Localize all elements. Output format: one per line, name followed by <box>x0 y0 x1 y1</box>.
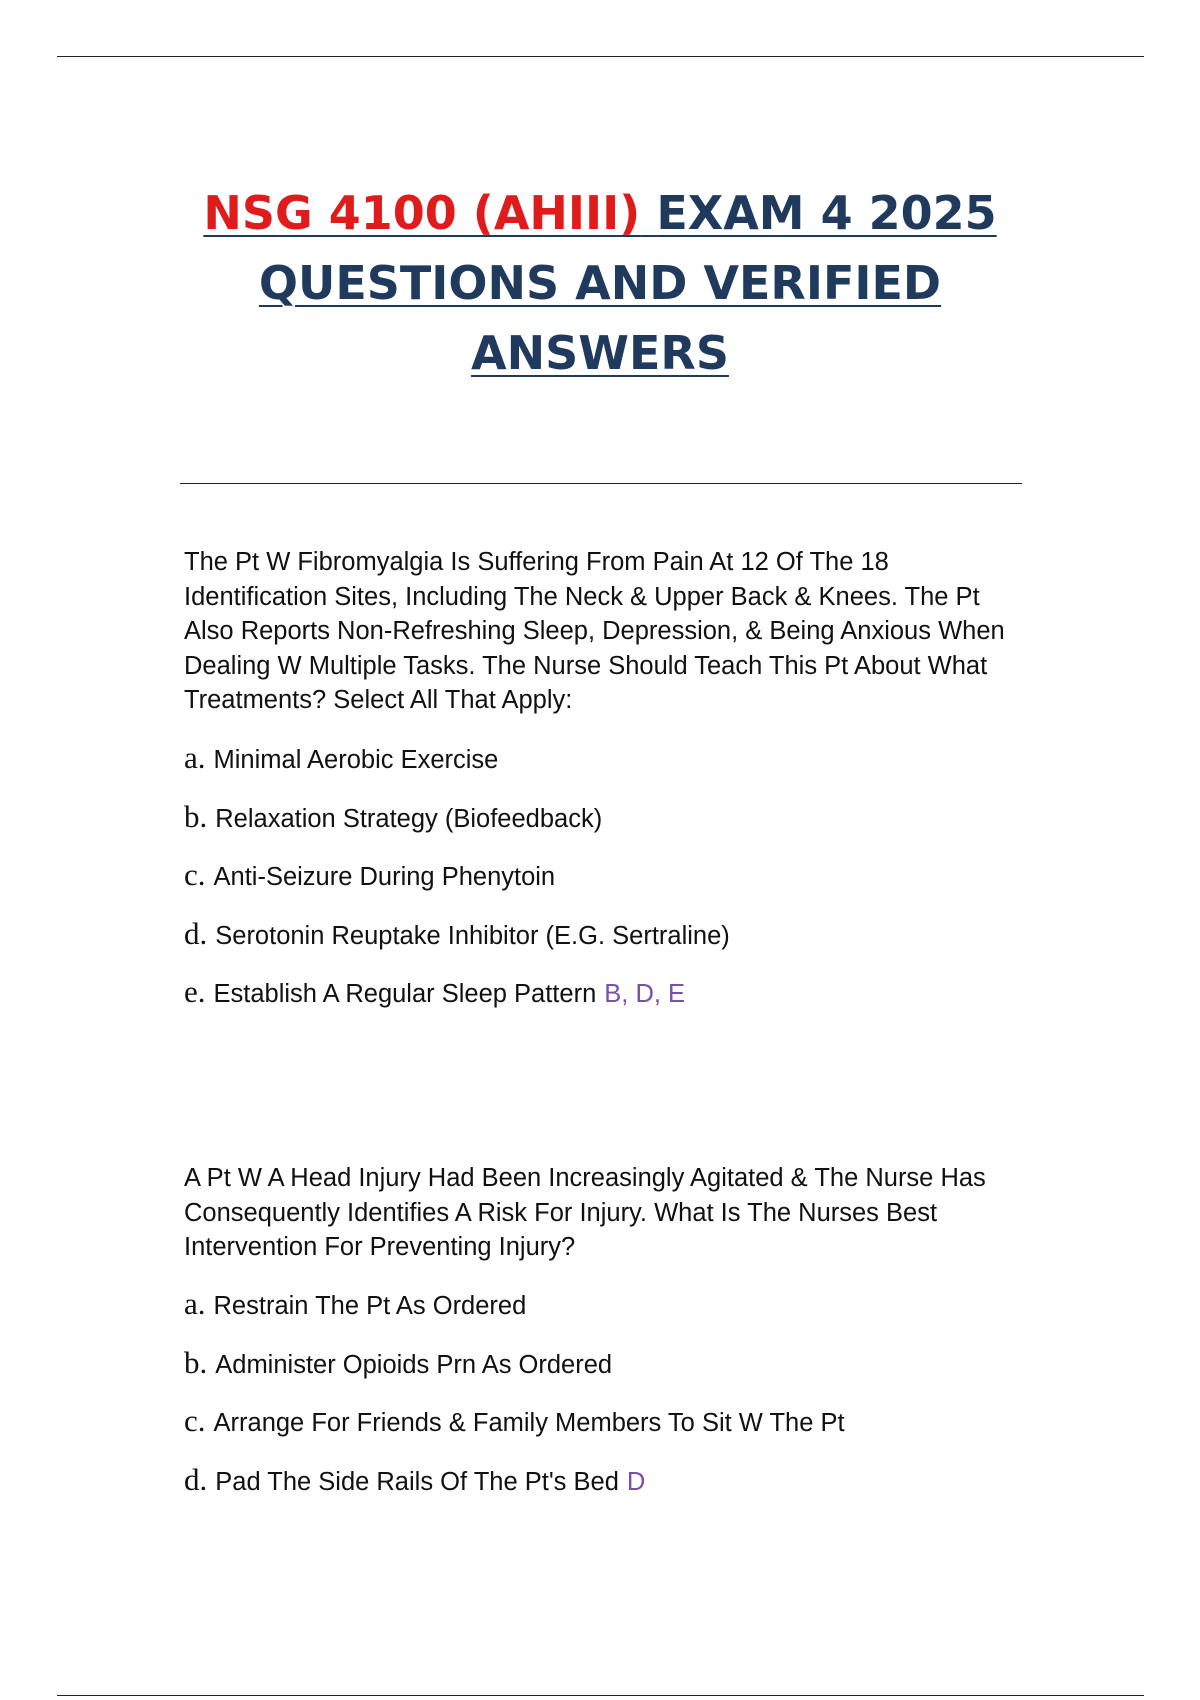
option-letter: d. <box>184 915 208 951</box>
footer-rule <box>57 1695 1144 1696</box>
option-text: Arrange For Friends & Family Members To Sit W The Pt <box>213 1409 845 1437</box>
option-item <box>184 800 1024 859</box>
question-2-options <box>184 1287 1024 1521</box>
option-item <box>184 1346 1024 1405</box>
question-1-options <box>184 741 1024 1034</box>
option-letter: b. <box>184 798 208 834</box>
option-text: Pad The Side Rails Of The Pt's Bed <box>215 1467 619 1496</box>
option-letter: c. <box>184 1403 206 1438</box>
header-rule <box>57 56 1144 57</box>
option-text: Relaxation Strategy (Biofeedback) <box>215 804 603 833</box>
option-text: Administer Opioids Prn As Ordered <box>215 1350 613 1379</box>
option-item <box>184 741 1024 800</box>
option-letter: e. <box>184 974 206 1009</box>
option-item <box>184 1404 1024 1463</box>
option-letter: b. <box>184 1344 208 1380</box>
title-line-3: ANSWERS <box>471 326 729 380</box>
option-letter: c. <box>184 857 206 892</box>
option-text: Serotonin Reuptake Inhibitor (E.G. Sertraline) <box>215 921 730 950</box>
option-letter: a. <box>184 740 206 775</box>
option-item <box>184 1463 1024 1522</box>
title-line-2: QUESTIONS AND VERIFIED <box>258 256 942 310</box>
option-text: Anti-Seizure During Phenytoin <box>213 863 556 891</box>
option-item <box>184 917 1024 976</box>
option-item <box>184 975 1024 1034</box>
option-item <box>184 1287 1024 1346</box>
title-line-1 <box>150 178 1050 248</box>
option-letter: a. <box>184 1286 206 1321</box>
title-divider <box>180 483 1022 484</box>
course-code: NSG 4100 (AHIII) <box>203 186 641 240</box>
option-text: Establish A Regular Sleep Pattern <box>213 980 597 1008</box>
question-1-text: The Pt W Fibromyalgia Is Suffering From Pain At 12 Of The 18 Identification Sites, Including The Neck & Upper Back & Knees. The Pt Also Reports Non-Refreshing Sleep, Depression, & Being Anxious When Dealing W Multiple Tasks. The Nurse Should Teach This Pt About What Treatments? Select All That Apply: <box>184 548 1005 714</box>
exam-label: EXAM 4 2025 <box>656 186 997 240</box>
answer-key: B, D, E <box>604 980 686 1008</box>
option-text: Minimal Aerobic Exercise <box>213 746 499 774</box>
question-2-text: A Pt W A Head Injury Had Been Increasingly Agitated & The Nurse Has Consequently Identifies A Risk For Injury. What Is The Nurses Best Intervention For Preventing Injury? <box>184 1164 986 1261</box>
option-item <box>184 858 1024 917</box>
answer-key: D <box>626 1467 646 1496</box>
option-letter: d. <box>184 1461 208 1497</box>
page-title <box>150 178 1050 388</box>
option-text: Restrain The Pt As Ordered <box>213 1292 527 1320</box>
